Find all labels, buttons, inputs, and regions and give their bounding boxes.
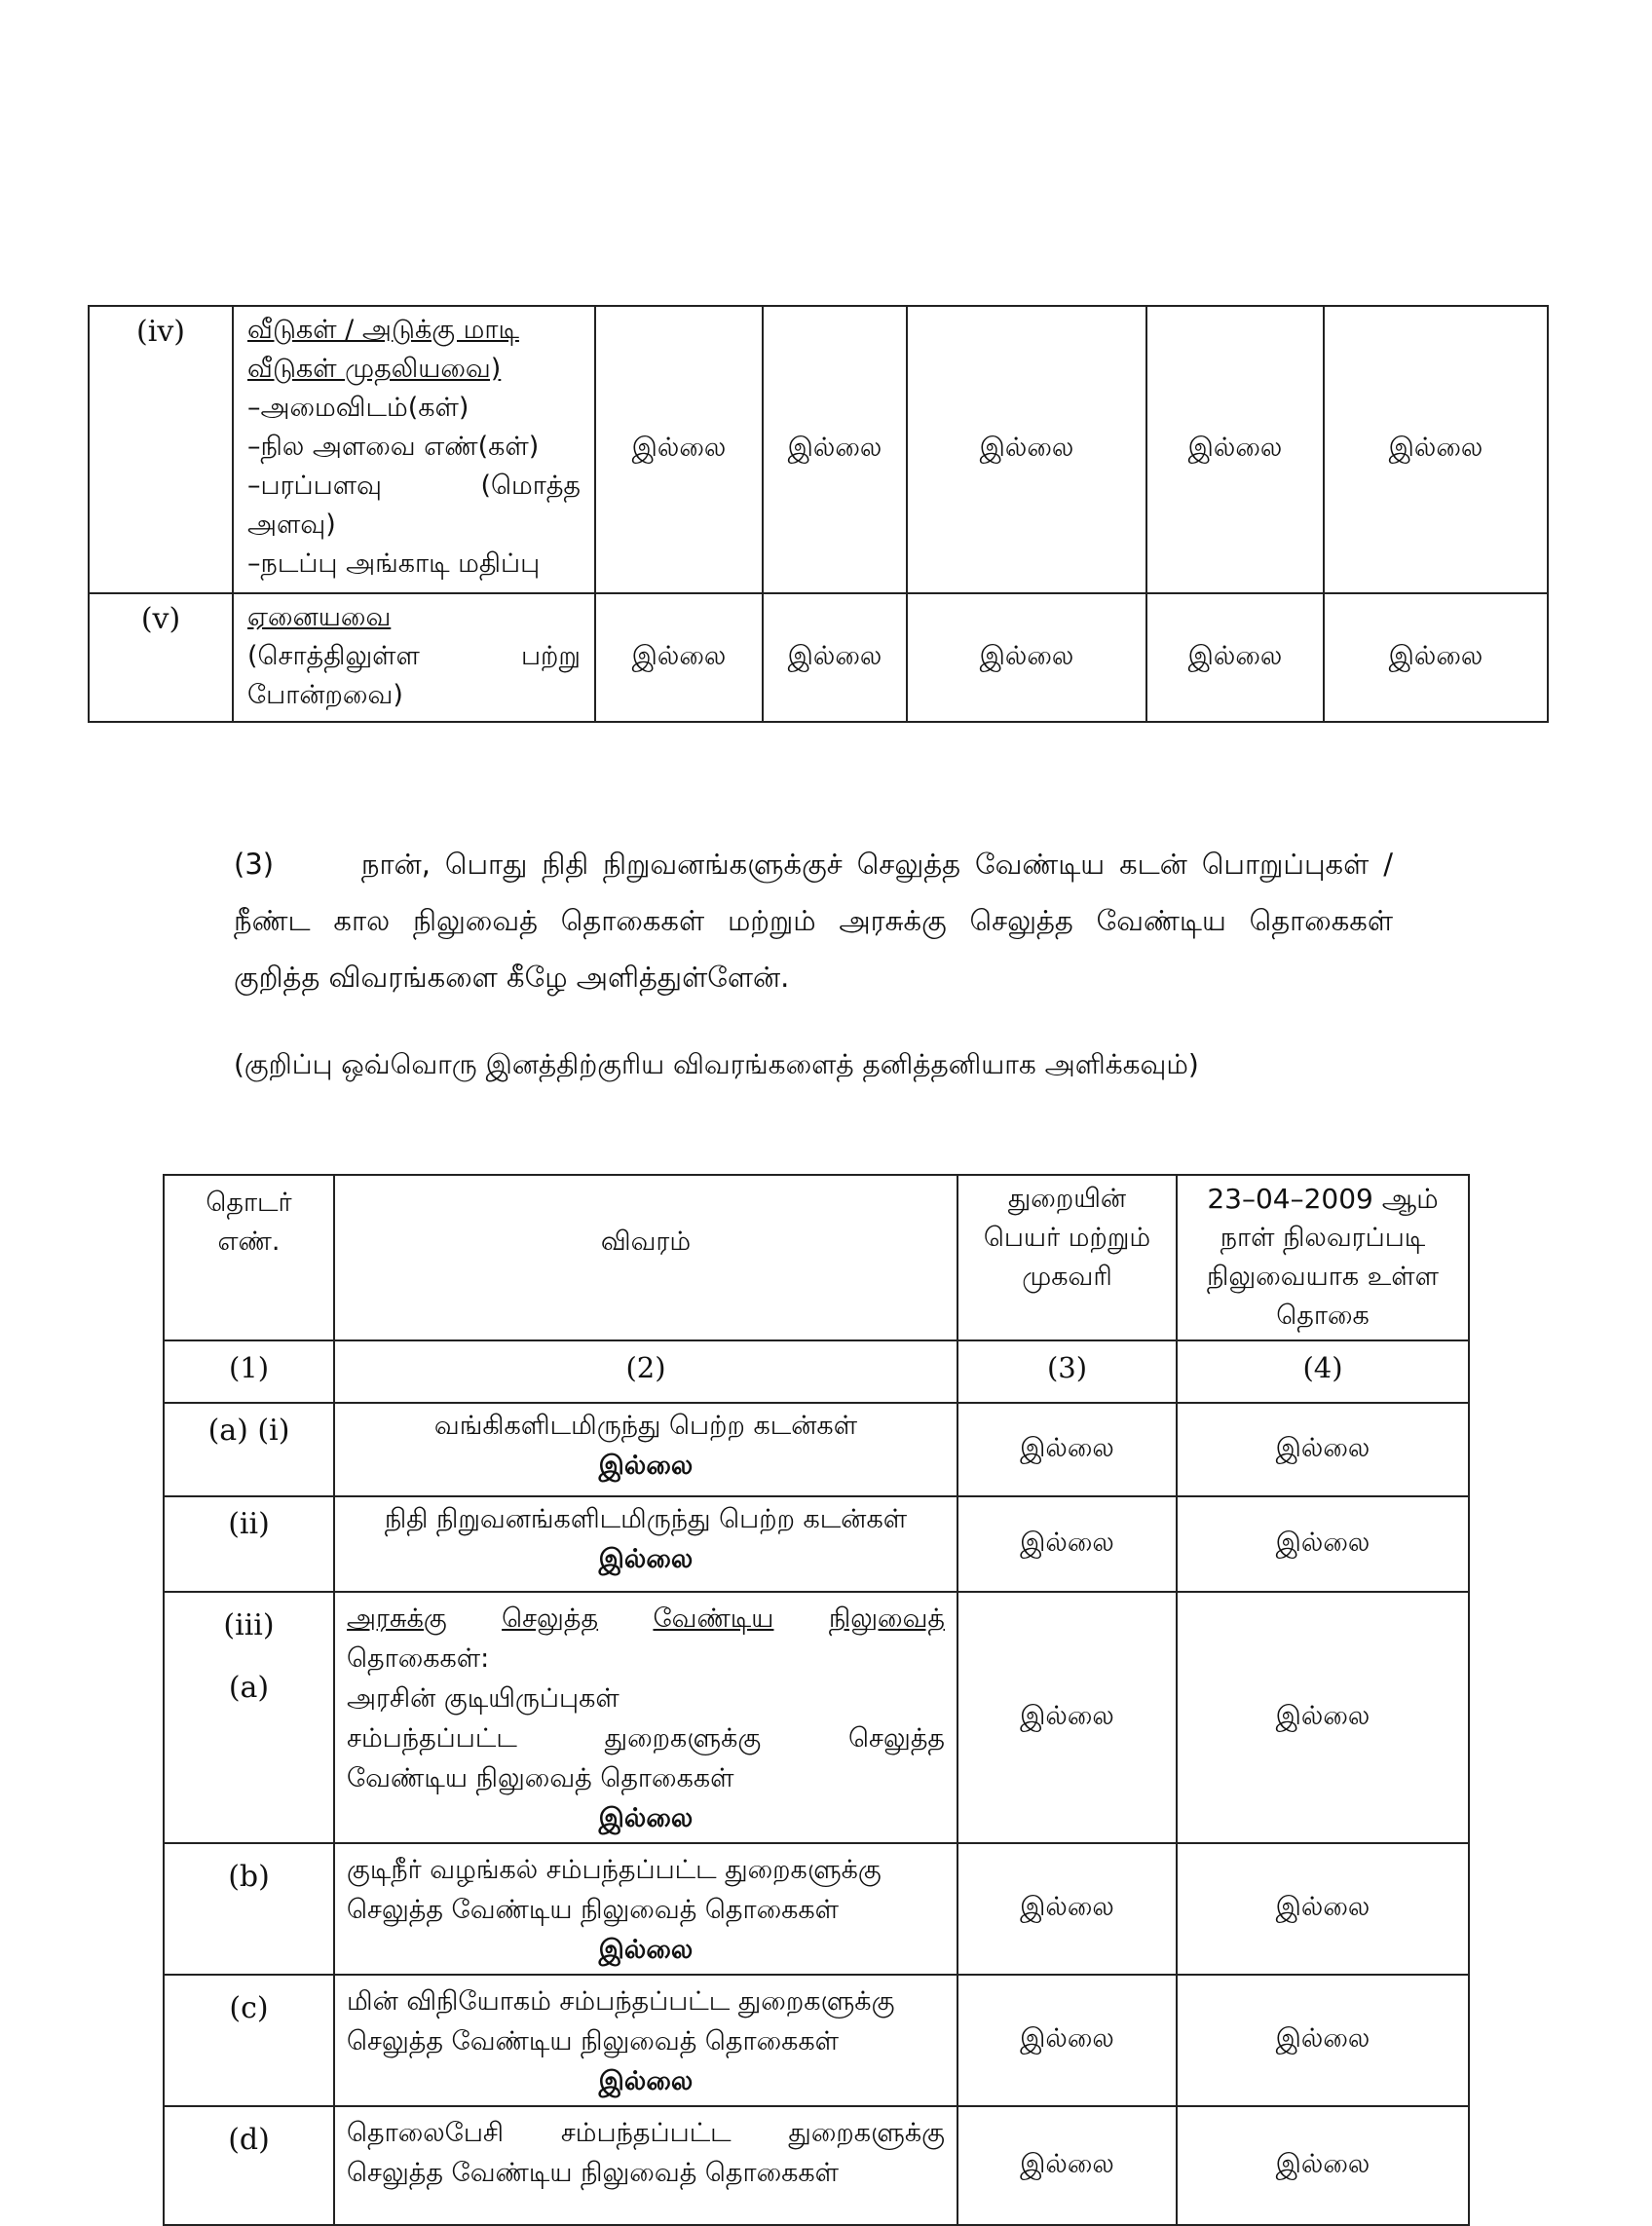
serial-number (164, 1592, 334, 1843)
desc-word: துறைகளுக்கு (604, 1723, 762, 1754)
value-cell: இல்லை (1146, 306, 1324, 593)
desc-line: –நடப்பு அங்காடி மதிப்பு (247, 548, 541, 579)
description-cell (334, 1843, 957, 1975)
nil-label: இல்லை (598, 1935, 694, 1965)
value-cell: இல்லை (1324, 593, 1548, 722)
header-text: தொடர் (206, 1188, 292, 1218)
desc-line: தொகைகள்: (347, 1643, 490, 1674)
header-text: எண். (217, 1226, 281, 1257)
table-row (164, 1496, 1469, 1592)
desc-word: அரசுக்கு (347, 1603, 447, 1634)
desc-line (247, 637, 581, 676)
desc-line: அளவு) (247, 509, 336, 540)
header-text: 23–04–2009 ஆம் (1207, 1183, 1439, 1215)
header-description: விவரம் (334, 1175, 957, 1340)
header-text: முகவரி (1022, 1262, 1112, 1292)
value-cell: இல்லை (907, 306, 1146, 593)
paragraph-line: நீண்ட கால நிலுவைத் தொகைகள் மற்றும் அரசுக்கு செலுத்த வேண்டிய தொகைகள் (234, 904, 1393, 937)
desc-line: மின் விநியோகம் சம்பந்தப்பட்ட துறைகளுக்கு (347, 1986, 895, 2017)
column-number-row (164, 1340, 1469, 1403)
desc-line: வேண்டிய நிலுவைத் தொகைகள் (347, 1763, 734, 1793)
table-row (164, 1975, 1469, 2106)
serial-part: (iii) (223, 1608, 275, 1642)
desc-line: வீடுகள் / அடுக்கு மாடி (247, 315, 519, 345)
header-department (957, 1175, 1177, 1340)
desc-word: நிலுவைத் (828, 1603, 945, 1634)
desc-line: போன்றவை) (247, 680, 403, 710)
note-text: (குறிப்பு ஒவ்வொரு இனத்திற்குரிய விவரங்களைத் தனித்தனியாக அளிக்கவும்) (234, 1048, 1199, 1080)
value-cell: இல்லை (1177, 1843, 1469, 1975)
column-number: (1) (164, 1340, 334, 1403)
value-cell: இல்லை (1177, 1592, 1469, 1843)
desc-word: பற்று (520, 641, 581, 671)
column-number: (3) (957, 1340, 1177, 1403)
table-header-row (164, 1175, 1469, 1340)
value-cell: இல்லை (907, 593, 1146, 722)
nil-label: இல்லை (598, 1544, 694, 1574)
desc-line: –அமைவிடம்(கள்) (247, 393, 469, 423)
desc-line: செலுத்த வேண்டிய நிலுவைத் தொகைகள் (347, 2026, 840, 2056)
value-cell: இல்லை (595, 306, 763, 593)
value-cell: இல்லை (1177, 1975, 1469, 2106)
value-cell: இல்லை (1177, 2106, 1469, 2225)
desc-word: (சொத்திலுள்ள (247, 641, 420, 671)
desc-word: துறைகளுக்கு (788, 2118, 945, 2148)
table-row (164, 2106, 1469, 2225)
desc-word: வேண்டிய (653, 1603, 774, 1634)
header-amount (1177, 1175, 1469, 1340)
description-cell (334, 1975, 957, 2106)
desc-line: வீடுகள் முதலியவை) (247, 354, 502, 384)
value-cell: இல்லை (1324, 306, 1548, 593)
description-cell (334, 1592, 957, 1843)
nil-label: இல்லை (598, 1803, 694, 1833)
value-cell: இல்லை (1146, 593, 1324, 722)
column-number: (4) (1177, 1340, 1469, 1403)
header-text: நாள் நிலவரப்படி (1220, 1223, 1426, 1253)
value-cell: இல்லை (957, 1843, 1177, 1975)
serial-number: (ii) (164, 1496, 334, 1592)
value-cell: இல்லை (1177, 1496, 1469, 1592)
desc-line: செலுத்த வேண்டிய நிலுவைத் தொகைகள் (347, 2158, 840, 2188)
desc-line (247, 467, 581, 506)
declaration-paragraph (234, 836, 1393, 1005)
table-row (89, 593, 1548, 722)
desc-line (347, 1718, 945, 1758)
serial-number: (b) (164, 1843, 334, 1975)
table-row (164, 1592, 1469, 1843)
desc-line: குடிநீர் வழங்கல் சம்பந்தப்பட்ட துறைகளுக்கு (347, 1855, 882, 1885)
description-cell (233, 593, 595, 722)
value-cell: இல்லை (957, 2106, 1177, 2225)
value-cell: இல்லை (1177, 1403, 1469, 1496)
value-cell: இல்லை (957, 1403, 1177, 1496)
desc-line: நிதி நிறுவனங்களிடமிருந்து பெற்ற கடன்கள் (384, 1504, 908, 1534)
serial-number: (d) (164, 2106, 334, 2225)
desc-word: –பரப்பளவு (247, 471, 382, 501)
header-serial (164, 1175, 334, 1340)
paragraph-line: (3) நான், பொது நிதி நிறுவனங்களுக்குச் செலுத்த வேண்டிய கடன் பொறுப்புகள் / (234, 848, 1393, 881)
description-cell (233, 306, 595, 593)
header-text: பெயர் மற்றும் (983, 1223, 1151, 1253)
value-cell: இல்லை (763, 306, 907, 593)
desc-line: –நில அளவை எண்(கள்) (247, 432, 540, 462)
assets-table (88, 305, 1549, 723)
description-cell (334, 2106, 957, 2225)
description-cell (334, 1403, 957, 1496)
desc-line: அரசின் குடியிருப்புகள் (347, 1683, 620, 1714)
serial-number: (c) (164, 1975, 334, 2106)
desc-word: செலுத்த (848, 1723, 945, 1754)
value-cell: இல்லை (595, 593, 763, 722)
column-number: (2) (334, 1340, 957, 1403)
liabilities-table (163, 1174, 1470, 2226)
paragraph-line: குறித்த விவரங்களை கீழே அளித்துள்ளேன். (234, 961, 790, 994)
header-text: தொகை (1276, 1301, 1370, 1331)
desc-line: ஏனையவை (247, 602, 392, 632)
desc-word: (மொத்த (480, 471, 581, 501)
desc-line (347, 2113, 945, 2153)
nil-label: இல்லை (598, 2066, 694, 2096)
header-text: துறையின் (1007, 1184, 1127, 1214)
nil-label: இல்லை (598, 1451, 694, 1481)
serial-number: (a) (i) (164, 1403, 334, 1496)
value-cell: இல்லை (957, 1496, 1177, 1592)
serial-number: (v) (89, 593, 233, 722)
table-row (164, 1403, 1469, 1496)
serial-part: (a) (228, 1671, 270, 1705)
table-row (164, 1843, 1469, 1975)
desc-line (347, 1599, 945, 1639)
desc-word: செலுத்த (502, 1603, 599, 1634)
desc-word: தொலைபேசி (347, 2118, 505, 2148)
desc-word: சம்பந்தப்பட்ட (560, 2118, 732, 2148)
desc-line: செலுத்த வேண்டிய நிலுவைத் தொகைகள் (347, 1895, 840, 1925)
value-cell: இல்லை (957, 1592, 1177, 1843)
header-text: நிலுவையாக உள்ள (1207, 1262, 1439, 1292)
table-row (89, 306, 1548, 593)
serial-number: (iv) (89, 306, 233, 593)
desc-line: வங்கிகளிடமிருந்து பெற்ற கடன்கள் (433, 1411, 858, 1441)
desc-word: சம்பந்தப்பட்ட (347, 1723, 517, 1754)
description-cell (334, 1496, 957, 1592)
value-cell: இல்லை (957, 1975, 1177, 2106)
value-cell: இல்லை (763, 593, 907, 722)
